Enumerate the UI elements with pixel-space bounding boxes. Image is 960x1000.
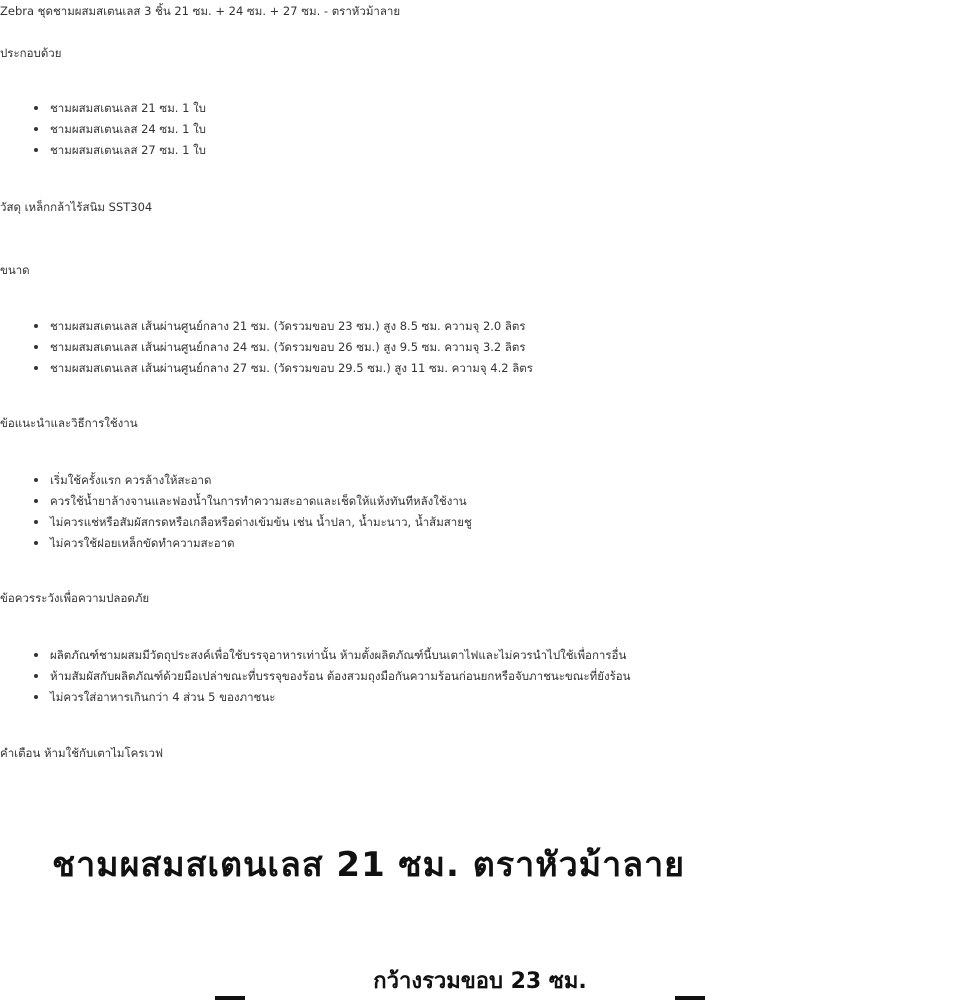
list-item: ชามผสมสเตนเลส เส้นผ่านศูนย์กลาง 24 ซม. (วัดรวมขอบ 26 ซม.) สูง 9.5 ซม. ความจุ 3.2 ลิตร — [0, 340, 533, 361]
size-list — [0, 319, 533, 382]
cropped-graphic-right — [675, 996, 705, 1000]
banner-subtitle: กว้างรวมขอบ 23 ซม. — [373, 969, 587, 994]
contents-heading: ประกอบด้วย — [0, 46, 62, 60]
list-item: ไม่ควรใส่อาหารเกินกว่า 4 ส่วน 5 ของภาชนะ — [0, 690, 631, 711]
list-item: ชามผสมสเตนเลส 27 ซม. 1 ใบ — [0, 143, 206, 164]
list-item: ไม่ควรแช่หรือสัมผัสกรดหรือเกลือหรือด่างเข้มข้น เช่น น้ำปลา, น้ำมะนาว, น้ำส้มสายชู — [0, 515, 472, 536]
list-item: ไม่ควรใช้ฝอยเหล็กขัดทำความสะอาด — [0, 536, 472, 557]
list-item: ชามผสมสเตนเลส เส้นผ่านศูนย์กลาง 27 ซม. (วัดรวมขอบ 29.5 ซม.) สูง 11 ซม. ความจุ 4.2 ลิตร — [0, 361, 533, 382]
list-item: เริ่มใช้ครั้งแรก ควรล้างให้สะอาด — [0, 473, 472, 494]
safety-heading: ข้อควรระวังเพื่อความปลอดภัย — [0, 591, 150, 605]
usage-heading: ข้อแนะนำและวิธีการใช้งาน — [0, 416, 138, 430]
list-item: ห้ามสัมผัสกับผลิตภัณฑ์ด้วยมือเปล่าขณะที่บรรจุของร้อน ต้องสวมถุงมือกันความร้อนก่อนยกหรือจับภาชนะขณะที่ยังร้อน — [0, 669, 631, 690]
cropped-graphic-left — [215, 996, 245, 1000]
list-item: ชามผสมสเตนเลส 21 ซม. 1 ใบ — [0, 101, 206, 122]
warning-text: คำเตือน ห้ามใช้กับเตาไมโครเวฟ — [0, 746, 164, 760]
banner-title: ชามผสมสเตนเลส 21 ซม. ตราหัวม้าลาย — [52, 845, 686, 885]
list-item: ผลิตภัณฑ์ชามผสมมีวัตถุประสงค์เพื่อใช้บรรจุอาหารเท่านั้น ห้ามตั้งผลิตภัณฑ์นี้บนเตาไฟและไม่ควรนำไปใช้เพื่อการอื่น — [0, 648, 631, 669]
list-item: ชามผสมสเตนเลส เส้นผ่านศูนย์กลาง 21 ซม. (วัดรวมขอบ 23 ซม.) สูง 8.5 ซม. ความจุ 2.0 ลิตร — [0, 319, 533, 340]
product-title: Zebra ชุดชามผสมสเตนเลส 3 ชิ้น 21 ซม. + 24 ซม. + 27 ซม. - ตราหัวม้าลาย — [0, 4, 401, 18]
safety-list — [0, 648, 631, 711]
material-text: วัสดุ เหล็กกล้าไร้สนิม SST304 — [0, 200, 153, 214]
list-item: ควรใช้น้ำยาล้างจานและฟองน้ำในการทำความสะอาดและเช็ดให้แห้งทันทีหลังใช้งาน — [0, 494, 472, 515]
list-item: ชามผสมสเตนเลส 24 ซม. 1 ใบ — [0, 122, 206, 143]
contents-list — [0, 101, 206, 164]
usage-list — [0, 473, 472, 557]
size-heading: ขนาด — [0, 263, 30, 277]
